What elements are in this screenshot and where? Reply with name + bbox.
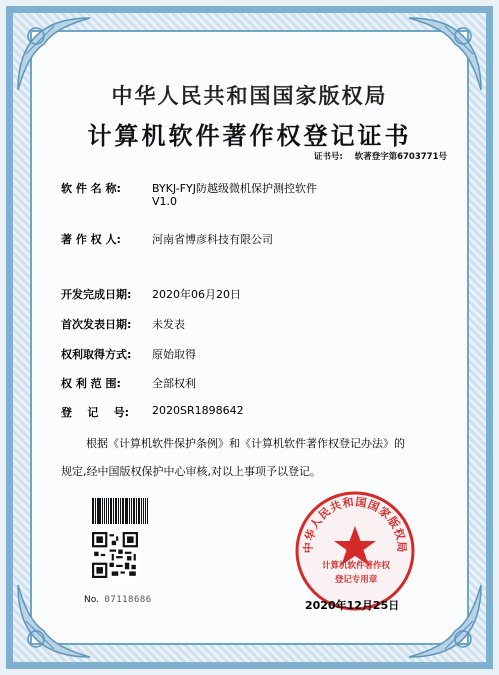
issuer-title: 中华人民共和国国家版权局 xyxy=(111,84,388,108)
barcode-bar xyxy=(115,498,118,524)
serial-number xyxy=(84,595,152,605)
barcode-bar xyxy=(110,498,112,524)
issue-date: 2020年12月25日 xyxy=(305,599,400,612)
barcode-bar xyxy=(106,498,107,524)
barcode-icon xyxy=(92,498,149,524)
field-label-first-publication: 首次发表日期: xyxy=(61,318,132,331)
certificate-title: 计算机软件著作权登记证书 xyxy=(87,122,412,150)
certificate-number-value: 软著登字第6703771号 xyxy=(354,152,447,162)
barcode-bar xyxy=(129,498,130,524)
certificate-number xyxy=(314,150,447,162)
barcode-bar xyxy=(113,498,114,524)
barcode-bar xyxy=(136,498,137,524)
field-value-registration-number: 2020SR1898642 xyxy=(152,404,244,417)
barcode-bar xyxy=(95,498,96,524)
qr-code-icon xyxy=(92,532,138,578)
field-value-completion-date: 2020年06月20日 xyxy=(152,288,241,301)
barcode-bar xyxy=(108,498,109,524)
field-label-completion-date: 开发完成日期: xyxy=(61,288,132,301)
field-value-rights-scope: 全部权利 xyxy=(152,377,196,390)
seal-name: 计算机软件著作权 xyxy=(321,561,390,571)
barcode-bar xyxy=(131,498,132,524)
barcode-bar xyxy=(133,498,136,524)
barcode-bar xyxy=(141,498,142,524)
seal-subtitle: 登记专用章 xyxy=(334,575,378,585)
seal-arc-text: 中华人民共和国国家版权局 xyxy=(301,495,409,554)
serial-prefix: No. xyxy=(84,595,99,605)
barcode-bar xyxy=(92,498,94,524)
field-label-software-name: 软 件 名 称: xyxy=(61,182,121,195)
barcode-bar xyxy=(125,498,126,524)
certificate-number-label: 证书号: xyxy=(313,152,343,162)
barcode-bar xyxy=(138,498,140,524)
barcode-bar xyxy=(145,498,147,524)
statement-line-2: 规定,经中国版权保护中心审核,对以上事项予以登记。 xyxy=(61,465,321,478)
barcode-bar xyxy=(97,498,98,524)
barcode-bar xyxy=(126,498,128,524)
field-label-acquisition-method: 权利取得方式: xyxy=(61,348,132,361)
field-value-first-publication: 未发表 xyxy=(152,318,185,331)
field-label-copyright-owner: 著 作 权 人: xyxy=(61,233,121,246)
corner-ornament-icon xyxy=(14,581,94,661)
official-seal-icon xyxy=(292,488,418,614)
field-label-registration-number: 登 记 号: xyxy=(61,406,130,419)
statement-line-1: 根据《计算机软件保护条例》和《计算机软件著作权登记办法》的 xyxy=(86,437,405,450)
barcode-bar xyxy=(143,498,144,524)
barcode-bar xyxy=(147,498,148,524)
barcode-bar xyxy=(120,498,121,524)
barcode-bar xyxy=(98,498,101,524)
field-label-rights-scope: 权 利 范 围: xyxy=(61,377,121,390)
barcode-bar xyxy=(102,498,103,524)
field-value-copyright-owner: 河南省博彦科技有限公司 xyxy=(152,233,273,246)
field-value-acquisition-method: 原始取得 xyxy=(152,348,196,361)
barcode-bar xyxy=(104,498,106,524)
field-value-software-version: V1.0 xyxy=(152,195,178,208)
barcode-bar xyxy=(122,498,124,524)
field-value-software-name: BYKJ-FYJ防越级微机保护测控软件 xyxy=(152,182,317,195)
serial-value: 07118686 xyxy=(104,595,152,605)
barcode-bar xyxy=(118,498,119,524)
